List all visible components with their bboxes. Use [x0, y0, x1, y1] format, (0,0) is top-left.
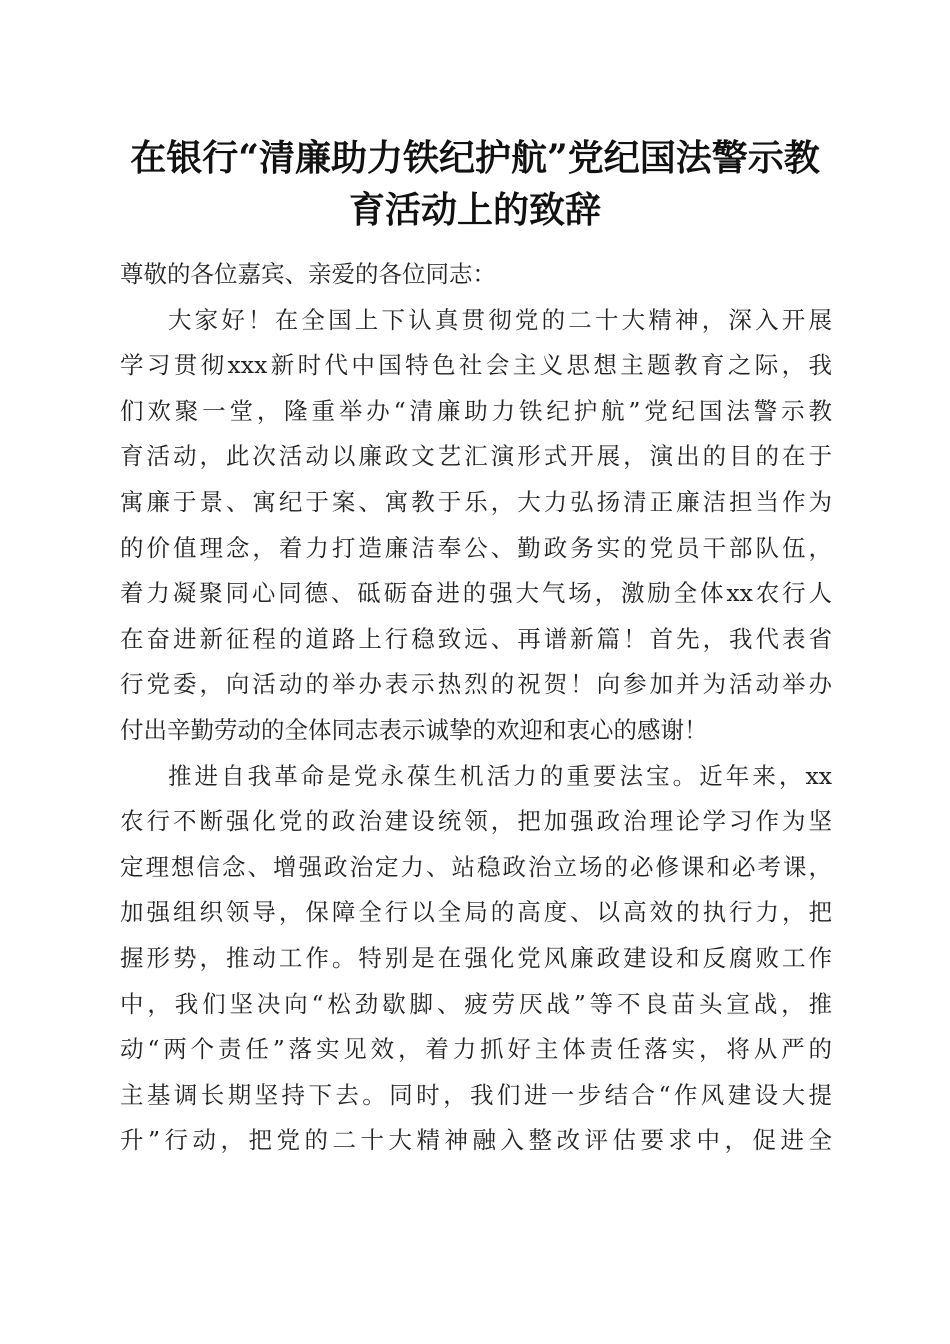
paragraph-line: 寓廉于景、寓纪于案、寓教于乐，大力弘扬清正廉洁担当作为 — [120, 487, 832, 516]
paragraph-opening — [120, 298, 832, 754]
paragraph-line: 大家好！在全国上下认真贯彻党的二十大精神，深入开展 — [168, 305, 832, 334]
paragraph-line: 学习贯彻xxx新时代中国特色社会主义思想主题教育之际，我 — [120, 351, 832, 380]
paragraph-line: 在奋进新征程的道路上行稳致远、再谱新篇！首先，我代表省 — [120, 624, 832, 653]
paragraph-line: 们欢聚一堂，隆重举办“清廉助力铁纪护航”党纪国法警示教 — [120, 396, 832, 425]
paragraph-line: 付出辛勤劳动的全体同志表示诚挚的欢迎和衷心的感谢！ — [120, 715, 708, 744]
paragraph-line: 加强组织领导，保障全行以全局的高度、以高效的执行力，把 — [120, 898, 832, 927]
paragraph-self-revolution — [120, 754, 832, 1164]
paragraph-line: 握形势，推动工作。特别是在强化党风廉政建设和反腐败工作 — [120, 943, 832, 972]
paragraph-line: 动“两个责任”落实见效，着力抓好主体责任落实，将从严的 — [120, 1035, 832, 1064]
paragraph-line: 着力凝聚同心同德、砥砺奋进的强大气场，激励全体xx农行人 — [120, 579, 832, 608]
paragraph-line: 主基调长期坚持下去。同时，我们进一步结合“作风建设大提 — [120, 1080, 832, 1109]
paragraph-line: 农行不断强化党的政治建设统领，把加强政治理论学习作为坚 — [120, 807, 832, 836]
title-line-1: 在银行“清廉助力铁纪护航”党纪国法警示教 — [130, 137, 820, 179]
paragraph-line: 的价值理念，着力打造廉洁奉公、勤政务实的党员干部队伍， — [120, 533, 832, 562]
paragraph-line: 定理想信念、增强政治定力、站稳政治立场的必修课和必考课， — [120, 852, 832, 881]
paragraph-line: 推进自我革命是党永葆生机活力的重要法宝。近年来，xx — [168, 761, 832, 790]
paragraph-line: 中，我们坚决向“松劲歇脚、疲劳厌战”等不良苗头宣战，推 — [120, 989, 832, 1018]
paragraph-line: 升”行动，把党的二十大精神融入整改评估要求中，促进全 — [120, 1126, 832, 1155]
document-title — [110, 132, 840, 236]
paragraph-line: 育活动，此次活动以廉政文艺汇演形式开展，演出的目的在于 — [120, 442, 832, 471]
paragraph-line: 行党委，向活动的举办表示热烈的祝贺！向参加并为活动举办 — [120, 670, 832, 699]
greeting: 尊敬的各位嘉宾、亲爱的各位同志： — [120, 260, 496, 288]
document-body — [120, 252, 832, 1164]
title-line-2: 育活动上的致辞 — [348, 189, 601, 231]
